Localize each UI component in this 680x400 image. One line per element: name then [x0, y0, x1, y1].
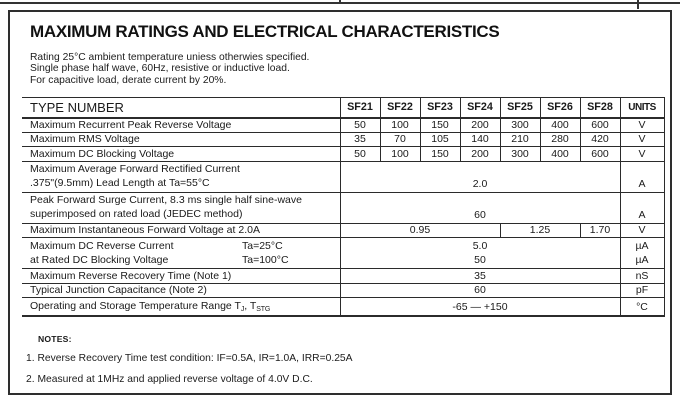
col-header-sf28: SF28 [580, 98, 620, 118]
cell-value: 600 [580, 147, 620, 162]
row-label: Maximum Instantaneous Forward Voltage at 2.0A [22, 223, 340, 238]
rating-condition-line: Single phase half wave, 60Hz, resistive or inductive load. [30, 63, 290, 75]
previous-section-border-tick [637, 0, 639, 9]
cell-unit: A [620, 161, 664, 192]
rating-condition-line: Rating 25°C ambient temperature uniess otherwies specified. [30, 52, 310, 63]
cell-value: 200 [460, 147, 500, 162]
row-label [22, 192, 340, 223]
cell-unit: °C [620, 298, 664, 317]
units-header: UNITS [620, 98, 664, 118]
cell-value: 300 [500, 147, 540, 162]
cell-value: 70 [380, 132, 420, 147]
cell-unit: V [620, 118, 664, 133]
cell-value-ta100: 50 [474, 253, 486, 266]
row-label [22, 161, 340, 192]
cell-value: 100 [380, 147, 420, 162]
condition-ta100: Ta=100°C [242, 253, 289, 266]
rating-condition-line: For capacitive load, derate current by 20%. [30, 74, 227, 86]
condition-ta25: Ta=25°C [242, 239, 283, 252]
row-label: Typical Junction Capacitance (Note 2) [22, 283, 340, 298]
cell-value-span: 2.0 [340, 161, 620, 192]
cell-value-sf21-sf24: 0.95 [340, 223, 500, 238]
cell-unit: V [620, 223, 664, 238]
table-row-junction-capacitance [22, 283, 664, 298]
cell-value: 210 [500, 132, 540, 147]
row-label: Maximum Reverse Recovery Time (Note 1) [22, 269, 340, 284]
col-header-sf25: SF25 [500, 98, 540, 118]
page-frame [8, 10, 672, 395]
table-row-dc-blocking-voltage [22, 147, 664, 162]
row-label: Maximum Recurrent Peak Reverse Voltage [22, 118, 340, 133]
cell-value: 300 [500, 118, 540, 133]
type-number-header: TYPE NUMBER [22, 98, 340, 118]
cell-value-sf28: 1.70 [580, 223, 620, 238]
previous-section-divider-tick [339, 0, 341, 4]
cell-value: 150 [420, 118, 460, 133]
cell-unit: V [620, 147, 664, 162]
cell-value: 400 [540, 147, 580, 162]
cell-value-span: 35 [340, 269, 620, 284]
cell-value: 35 [340, 132, 380, 147]
cell-value: 420 [580, 132, 620, 147]
col-header-sf22: SF22 [380, 98, 420, 118]
col-header-sf26: SF26 [540, 98, 580, 118]
cell-value: 400 [540, 118, 580, 133]
table-row-surge-current [22, 192, 664, 223]
cell-value: 50 [340, 118, 380, 133]
note-item-1: 1. Reverse Recovery Time test condition: IF=0.5A, IR=1.0A, IRR=0.25A [26, 353, 353, 364]
col-header-sf24: SF24 [460, 98, 500, 118]
row-label-line2: at Rated DC Blocking Voltage Ta=100°C [30, 253, 289, 266]
row-label-line2: superimposed on rated load (JEDEC method) [30, 208, 243, 220]
col-header-sf23: SF23 [420, 98, 460, 118]
table-row-rms-voltage [22, 132, 664, 147]
cell-value-sf25-sf26: 1.25 [500, 223, 580, 238]
row-label-line2: .375"(9.5mm) Lead Length at Ta=55°C [30, 177, 210, 189]
table-row-forward-voltage [22, 223, 664, 238]
cell-unit: A [620, 192, 664, 223]
row-label: Maximum DC Blocking Voltage [22, 147, 340, 162]
page-title: MAXIMUM RATINGS AND ELECTRICAL CHARACTERISTICS [30, 22, 500, 41]
table-row-avg-forward-current [22, 161, 664, 192]
cell-value: 100 [380, 118, 420, 133]
row-label [22, 238, 340, 269]
cell-value: 140 [460, 132, 500, 147]
table-row-reverse-recovery-time [22, 269, 664, 284]
cell-value: 600 [580, 118, 620, 133]
cell-unit: V [620, 132, 664, 147]
row-label-line1: Maximum DC Reverse Current Ta=25°C [30, 239, 283, 252]
row-label-line1: Maximum Average Forward Rectified Current [30, 163, 240, 175]
cell-value: 280 [540, 132, 580, 147]
row-label: Operating and Storage Temperature Range $T_J$, $T_{STG}$ [22, 298, 340, 317]
table-row-temperature-range [22, 298, 664, 317]
cell-unit: pF [620, 283, 664, 298]
cell-value-span [340, 238, 620, 269]
cell-value-span: 60 [340, 192, 620, 223]
cell-value: 200 [460, 118, 500, 133]
ratings-table [22, 97, 665, 317]
cell-value: 105 [420, 132, 460, 147]
row-label-line1: Peak Forward Surge Current, 8.3 ms single half sine-wave [30, 194, 302, 206]
cell-value: 50 [340, 147, 380, 162]
cell-unit: nS [620, 269, 664, 284]
table-row-recurrent-voltage [22, 118, 664, 133]
table-row-dc-reverse-current [22, 238, 664, 269]
cell-value-span: -65 — +150 [340, 298, 620, 317]
cell-value-span: 60 [340, 283, 620, 298]
note-item-2: 2. Measured at 1MHz and applied reverse voltage of 4.0V D.C. [26, 374, 313, 385]
cell-unit: µA µA [620, 238, 664, 269]
rating-conditions [30, 52, 309, 86]
row-label: Maximum RMS Voltage [22, 132, 340, 147]
col-header-sf21: SF21 [340, 98, 380, 118]
notes-heading: NOTES: [38, 334, 72, 344]
cell-value: 150 [420, 147, 460, 162]
cell-value-ta25: 5.0 [472, 239, 488, 252]
table-header-row [22, 98, 664, 118]
